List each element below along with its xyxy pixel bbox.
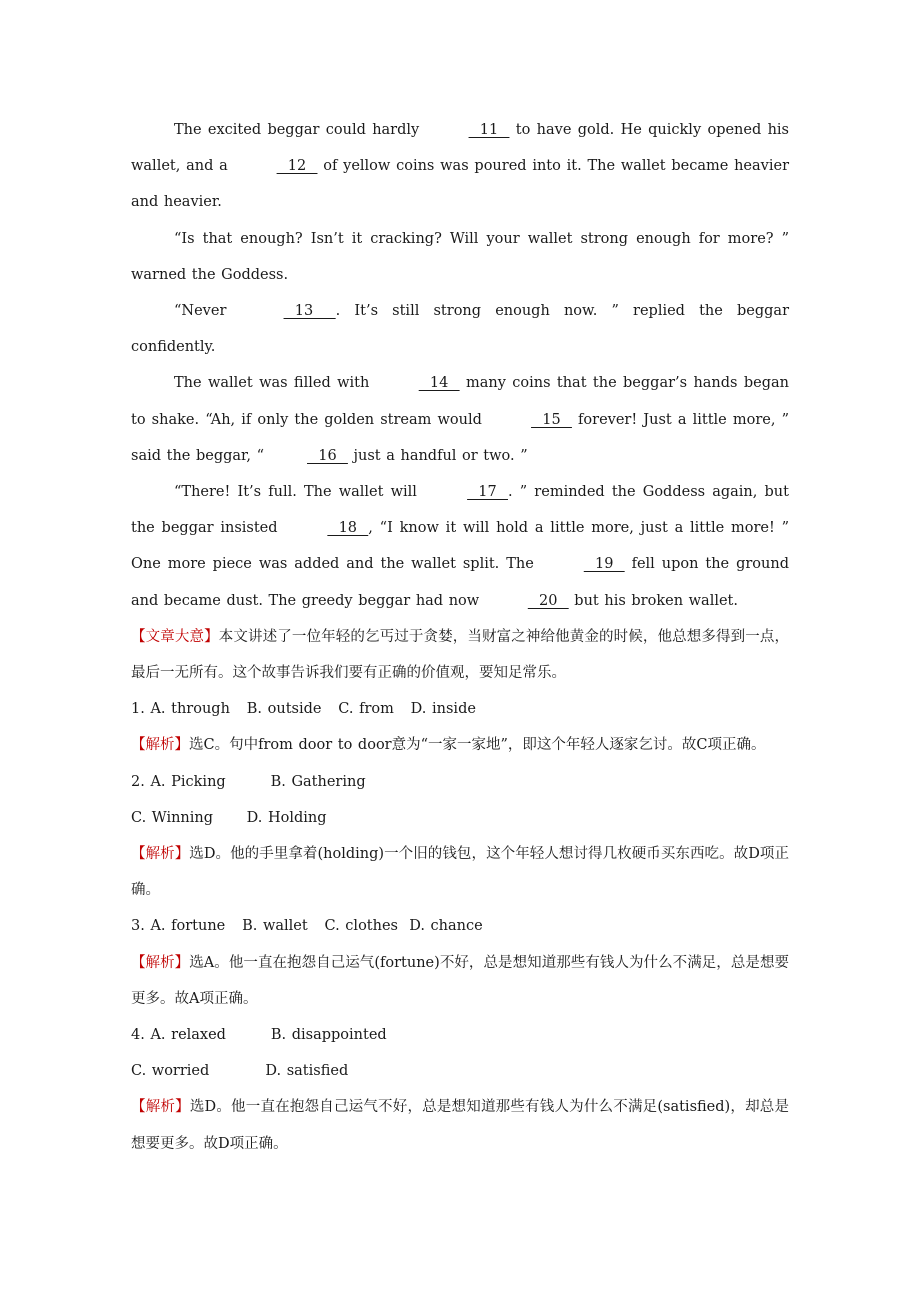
blank-16: 16 <box>307 447 348 464</box>
text: , “I know it will hold a little more, just a little more! ” One more piece was added and the wallet split. The <box>131 520 790 573</box>
text: many coins that the beggar’s hands began to shake. “Ah, if only the golden stream would <box>131 375 789 428</box>
analysis-text: 选D。他的手里拿着(holding)一个旧的钱包，这个年轻人想讨得几枚硬币买东西吃。故D项正确。 <box>131 846 789 899</box>
text: “Never <box>174 303 241 320</box>
question-4-analysis <box>131 1089 789 1161</box>
question-3-analysis <box>131 945 789 1017</box>
blank-14: 14 <box>418 375 460 392</box>
text: The excited beggar could hardly <box>174 122 426 138</box>
blank-13: 13 <box>283 303 336 320</box>
question-2-analysis <box>131 836 789 908</box>
options-row: 2. A. Picking B. Gathering <box>131 773 366 790</box>
question-1-analysis <box>131 727 789 763</box>
text: “Is that enough? Isn’t it cracking? Will your wallet strong enough for more? ” warned the Goddess. <box>131 230 789 283</box>
blank-12: 12 <box>276 158 318 175</box>
passage-paragraph-5 <box>131 474 789 619</box>
analysis-text: 选C。句中from door to door意为“一家一家地”，即这个年轻人逐家乞讨。故C项正确。 <box>189 737 766 754</box>
options-row: C. Winning D. Holding <box>131 809 327 826</box>
summary-label: 【文章大意】 <box>131 628 219 645</box>
text: forever! Just a little more, ” said the beggar, “ <box>131 411 789 464</box>
question-2-options-2 <box>131 800 789 836</box>
analysis-text: 选D。他一直在抱怨自己运气不好，总是想知道那些有钱人为什么不满足(satisfied)，却总是想要更多。故D项正确。 <box>131 1099 790 1152</box>
passage-paragraph-3 <box>131 293 789 365</box>
analysis-label: 【解析】 <box>131 1099 190 1116</box>
analysis-text: 选A。他一直在抱怨自己运气(fortune)不好，总是想知道那些有钱人为什么不满足，总是想要更多。故A项正确。 <box>131 954 790 1007</box>
text: of yellow coins was poured into it. The wallet became heavier and heavier. <box>131 158 789 211</box>
analysis-label: 【解析】 <box>131 846 190 863</box>
text: but his broken wallet. <box>568 592 738 609</box>
analysis-label: 【解析】 <box>131 954 190 971</box>
question-4-options <box>131 1017 789 1053</box>
options-row: 3. A. fortune B. wallet C. clothes D. chance <box>131 918 483 935</box>
question-3-options <box>131 908 789 944</box>
question-2-options <box>131 764 789 800</box>
passage-paragraph-4 <box>131 365 789 474</box>
blank-20: 20 <box>527 592 569 609</box>
options-row: 4. A. relaxed B. disappointed <box>131 1027 387 1044</box>
summary-paragraph <box>131 619 789 691</box>
document-page <box>131 112 789 1162</box>
question-4-options-2 <box>131 1053 789 1089</box>
passage-paragraph-1 <box>131 112 789 221</box>
analysis-label: 【解析】 <box>131 737 189 754</box>
blank-11: 11 <box>468 122 510 138</box>
text: fell upon the ground and became dust. The greedy beggar had now <box>131 556 789 609</box>
blank-19: 19 <box>583 556 625 573</box>
blank-15: 15 <box>531 411 572 428</box>
blank-17: 17 <box>467 484 508 501</box>
text: The wallet was filled with <box>174 375 376 392</box>
text: . ” reminded the Goddess again, but the beggar insisted <box>131 484 789 537</box>
question-1-options <box>131 691 789 727</box>
summary-text: 本文讲述了一位年轻的乞丐过于贪婪，当财富之神给他黄金的时候，他总想多得到一点，最后一无所有。这个故事告诉我们要有正确的价值观，要知足常乐。 <box>131 628 789 682</box>
text: just a handful or two. ” <box>347 447 528 464</box>
blank-18: 18 <box>327 520 369 537</box>
text: “There! It’s full. The wallet will <box>174 484 425 501</box>
text: . It’s still strong enough now. ” replied the beggar confidently. <box>131 303 790 356</box>
options-row: C. worried D. satisfied <box>131 1063 349 1080</box>
text: to have gold. He quickly opened his wallet, and a <box>131 122 789 175</box>
passage-paragraph-2 <box>131 221 789 293</box>
options-row: 1. A. through B. outside C. from D. inside <box>131 701 476 718</box>
